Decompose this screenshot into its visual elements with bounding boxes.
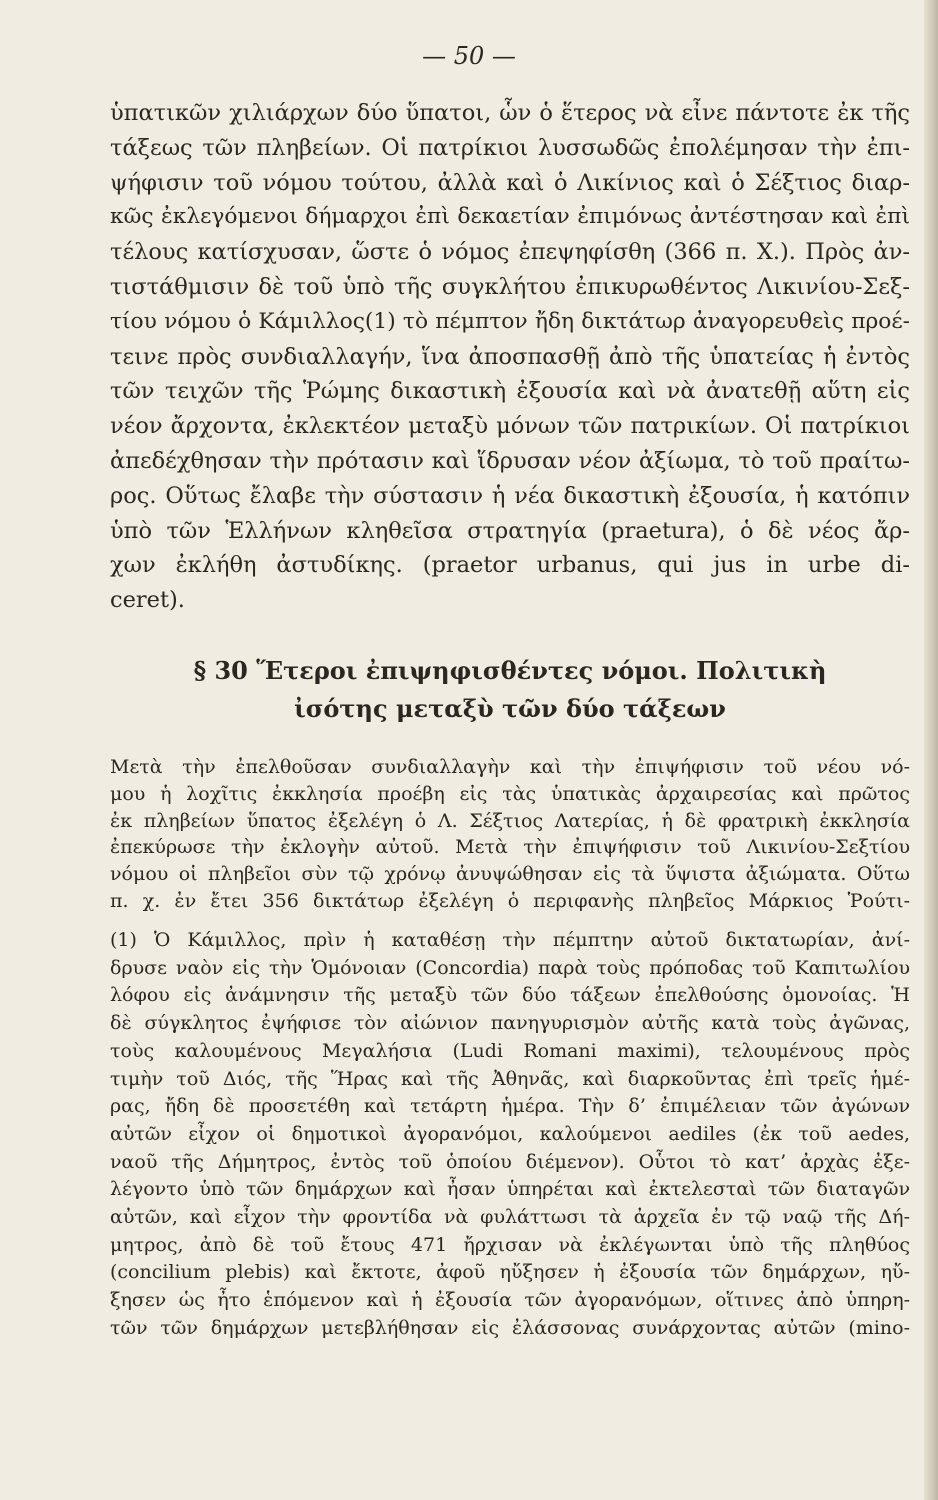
footnote-line-6: τιμὴν τοῦ Διός, τῆς Ἥρας καὶ τῆς Ἀθηνᾶς, καὶ διαρκοῦντας ἐπὶ τρεῖς ἡμέ-: [110, 1067, 910, 1090]
main-line-12: ρος. Οὕτως ἔλαβε τὴν σύστασιν ἡ νέα δικαστικὴ ἐξουσία, ἡ κατόπιν: [110, 482, 910, 509]
main-text: [110, 96, 910, 618]
section-line-4: ἐπεκύρωσε τὴν ἐκλογὴν αὐτοῦ. Μετὰ τὴν ἐπιψήφισιν τοῦ Λικινίου-Σεξτίου: [110, 836, 910, 859]
main-line-14: χων ἐκλήθη ἀστυδίκης. (praetor urbanus, qui jus in urbe di-: [110, 552, 910, 579]
footnote-line-2: δρυσε ναὸν εἰς τὴν Ὁμόνοιαν (Concordia) παρὰ τοὺς πρόποδας τοῦ Καπιτωλίου: [110, 956, 910, 979]
footnote-line-14: ξησεν ὡς ἦτο ἑπόμενον καὶ ἡ ἐξουσία τῶν ἀγορανόμων, οἵτινες ἀπὸ ὑπηρη-: [110, 1289, 910, 1312]
main-line-6: τιστάθμισιν δὲ τοῦ ὑπὸ τῆς συγκλήτου ἐπικυρωθέντος Λικινίου-Σεξ-: [110, 273, 910, 300]
main-line-15: ceret).: [110, 587, 185, 614]
main-line-10: νέον ἄρχοντα, ἐκλεκτέον μεταξὺ μόνων τῶν πατρικίων. Οἱ πατρίκιοι: [110, 413, 910, 440]
footnote-line-12: μητρος, ἀπὸ δὲ τοῦ ἔτους 471 ἤρχισαν νὰ ἐκλέγωνται ὑπὸ τῆς πληθύος: [110, 1233, 910, 1256]
section-line-2: μου ἡ λοχῖτις ἐκκλησία προέβη εἰς τὰς ὑπατικὰς ἀρχαιρεσίας καὶ πρῶτος: [110, 782, 910, 805]
footnote-line-3: λόφου εἰς ἀνάμνησιν τῆς μεταξὺ τῶν δύο τάξεων ἐπελθούσης ὁμονοίας. Ἡ: [110, 984, 910, 1007]
section-line-3: ἐκ πληβείων ὕπατος ἐξελέγη ὁ Λ. Σέξτιος Λατερίας, ἡ δὲ φρατρικὴ ἐκκλησία: [110, 809, 910, 832]
footnote-line-15: τῶν τῶν δημάρχων μετεβλήθησαν εἰς ἐλάσσονας συνάρχοντας αὐτῶν (mino-: [110, 1316, 910, 1339]
main-line-1: ὑπατικῶν χιλιάρχων δύο ὕπατοι, ὧν ὁ ἕτερος νὰ εἶνε πάντοτε ἐκ τῆς: [110, 100, 910, 126]
heading-line-1: § 30 Ἕτεροι ἐπιψηφισθέντες νόμοι. Πολιτικὴ: [193, 656, 827, 685]
footnote-line-4: δὲ σύγκλητος ἐψήφισε τὸν αἰώνιον πανηγυρισμὸν αὐτῆς κατὰ τοὺς ἀγῶνας,: [110, 1012, 910, 1035]
main-line-3: ψήφισιν τοῦ νόμου τούτου, ἀλλὰ καὶ ὁ Λικίνιος καὶ ὁ Σέξτιος διαρ-: [110, 169, 910, 196]
section-text: [110, 754, 910, 915]
footnote-line-7: ρας, ἤδη δὲ προσετέθη καὶ τετάρτη ἡμέρα. Τὴν δ’ ἐπιμέλειαν τῶν ἀγώνων: [110, 1095, 910, 1118]
footnote-line-11: αὐτῶν, καὶ εἶχον τὴν φροντίδα νὰ φυλάττωσι τὰ ἀρχεῖα ἐν τῷ ναῷ τῆς Δή-: [110, 1206, 910, 1229]
main-line-8: τεινε πρὸς συνδιαλλαγήν, ἵνα ἀποσπασθῇ ἀπὸ τῆς ὑπατείας ἡ ἐντὸς: [110, 343, 910, 370]
page-number: — 50 —: [422, 42, 516, 70]
footnote-line-10: λέγοντο ὑπὸ τῶν δημάρχων καὶ ἦσαν ὑπηρέται καὶ ἐκτελεσταὶ τῶν διαταγῶν: [110, 1178, 910, 1201]
main-line-11: ἀπεδέχθησαν τὴν πρότασιν καὶ ἵδρυσαν νέον ἀξίωμα, τὸ τοῦ πραίτω-: [110, 447, 910, 474]
footnote-line-9: ναοῦ τῆς Δήμητρος, ἐντὸς τοῦ ὁποίου διέμενον). Οὗτοι τὸ κατ’ ἀρχὰς ἐξε-: [110, 1150, 910, 1173]
section-heading: [110, 652, 910, 728]
section-line-5: νόμου οἱ πληβεῖοι σὺν τῷ χρόνῳ ἀνυψώθησαν εἰς τὰ ὕψιστα ἀξιώματα. Οὕτω: [110, 863, 910, 886]
main-line-13: ὑπὸ τῶν Ἑλλήνων κληθεῖσα στρατηγία (praetura), ὁ δὲ νέος ἄρ-: [110, 517, 910, 544]
main-line-5: τέλους κατίσχυσαν, ὥστε ὁ νόμος ἐπεψηφίσθη (366 π. Χ.). Πρὸς ἀν-: [110, 239, 910, 266]
heading-line-2: ἰσότης μεταξὺ τῶν δύο τάξεων: [294, 694, 726, 723]
footnote-line-1: (1) Ὁ Κάμιλλος, πρὶν ἡ καταθέσῃ τὴν πέμπτην αὐτοῦ δικτατωρίαν, ἀνί-: [110, 929, 910, 951]
main-line-2: τάξεως τῶν πληβείων. Οἱ πατρίκιοι λυσσωδῶς ἐπολέμησαν τὴν ἐπι-: [110, 134, 910, 161]
section-line-6: π. χ. ἐν ἔτει 356 δικτάτωρ ἐξελέγη ὁ περιφανὴς πληβεῖος Μάρκιος Ῥούτι-: [110, 889, 910, 912]
main-line-4: κῶς ἐκλεγόμενοι δήμαρχοι ἐπὶ δεκαετίαν ἐπιμόνως ἀντέστησαν καὶ ἐπὶ: [110, 204, 910, 230]
footnote-line-5: τοὺς καλουμένους Μεγαλήσια (Ludi Romani maximi), τελουμένους πρὸς: [110, 1039, 910, 1062]
page-edge: [924, 0, 938, 1500]
footnote-line-13: (concilium plebis) καὶ ἔκτοτε, ἀφοῦ ηὔξησεν ἡ ἐξουσία τῶν δημάρχων, ηὔ-: [110, 1261, 910, 1284]
main-line-9: τῶν τειχῶν τῆς Ῥώμης δικαστικὴ ἐξουσία καὶ νὰ ἀνατεθῇ αὕτη εἰς: [110, 378, 910, 405]
footnote: [110, 927, 910, 1343]
section-line-1: Μετὰ τὴν ἐπελθοῦσαν συνδιαλλαγὴν καὶ τὴν ἐπιψήφισιν τοῦ νέου νό-: [110, 756, 910, 778]
main-line-7: τίου νόμου ὁ Κάμιλλος(1) τὸ πέμπτον ἤδη δικτάτωρ ἀναγορευθεὶς προέ-: [110, 308, 910, 334]
footnote-line-8: αὐτῶν εἶχον οἱ δημοτικοὶ ἀγορανόμοι, καλούμενοι aediles (ἐκ τοῦ aedes,: [110, 1122, 910, 1145]
